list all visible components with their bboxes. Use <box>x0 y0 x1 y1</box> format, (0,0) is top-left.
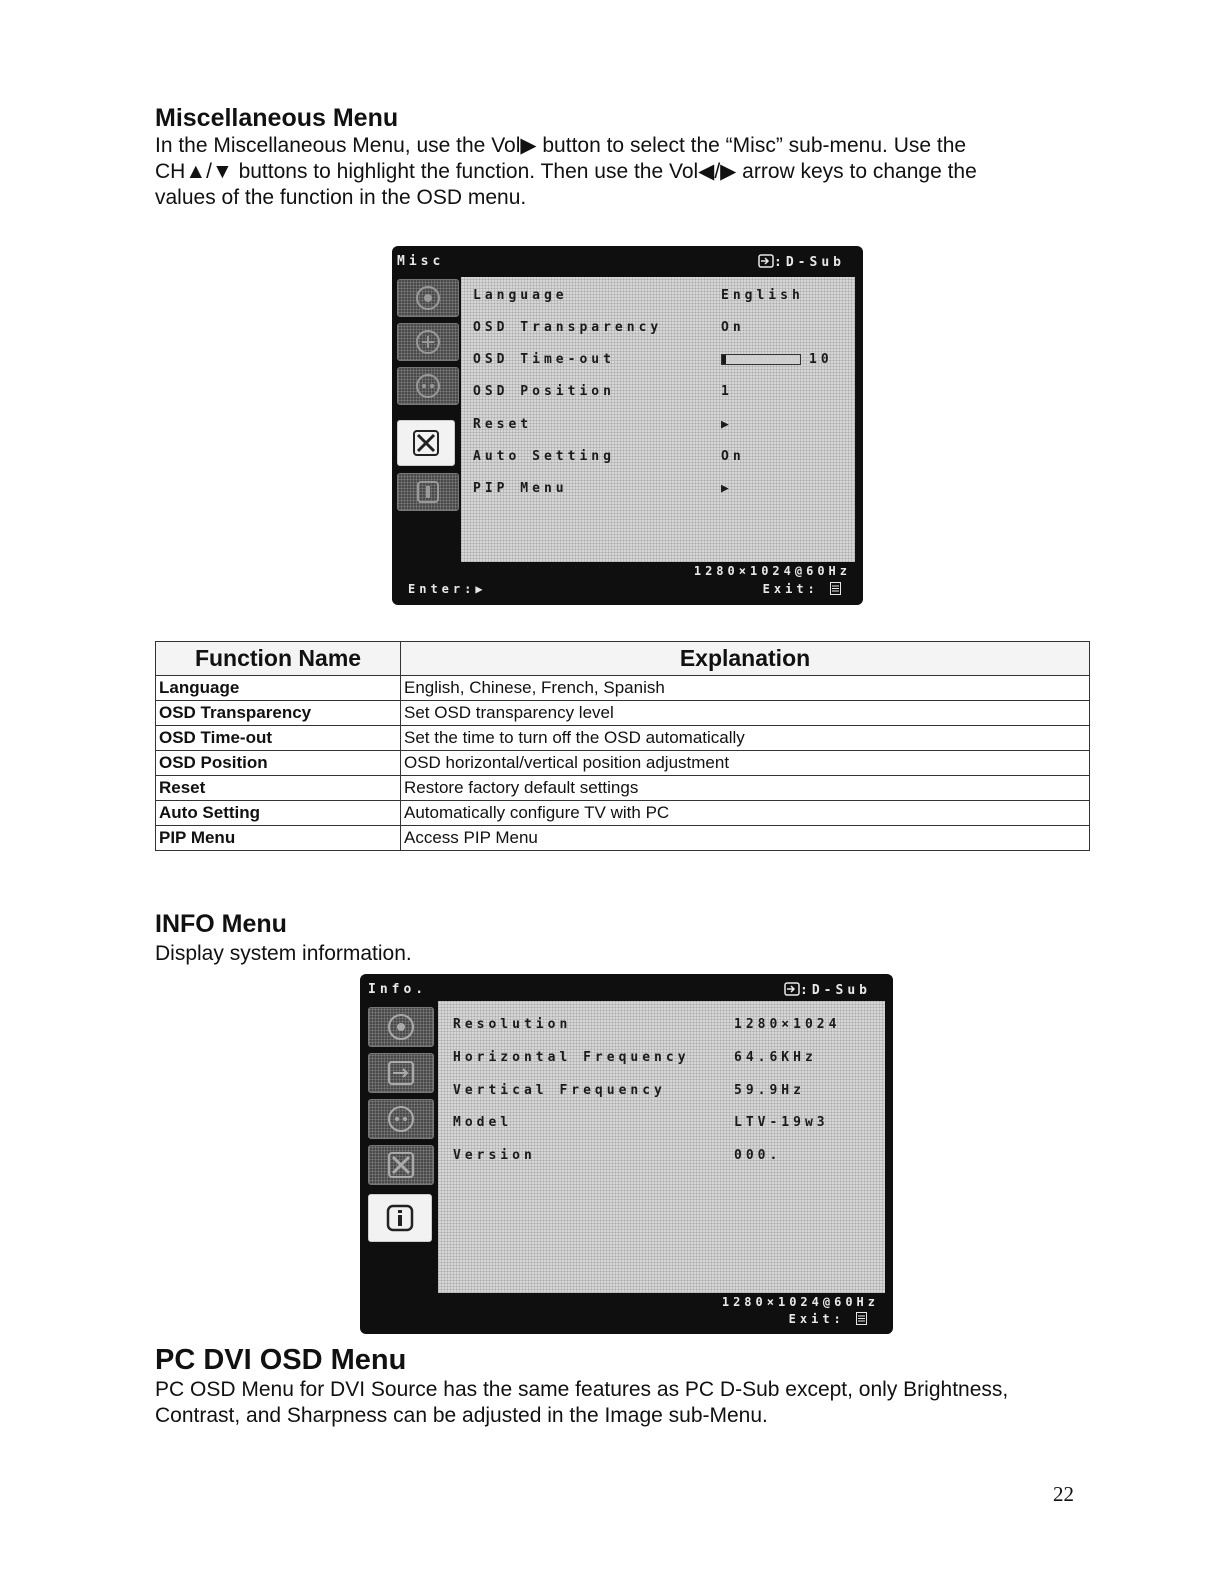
explanation-cell: English, Chinese, French, Spanish <box>401 676 1090 701</box>
input-source-icon <box>784 982 800 996</box>
osd-row-value: LTV-19w3 <box>734 1115 829 1130</box>
osd-row-value: 64.6KHz <box>734 1050 817 1065</box>
osd-resolution: 1280×1024@60Hz <box>693 564 851 578</box>
info-osd-panel <box>438 1001 885 1293</box>
table-row <box>156 676 1090 701</box>
info-menu-icon[interactable] <box>368 1194 432 1242</box>
osd-source-label: :D-Sub <box>800 983 871 998</box>
osd-exit-label: Exit: <box>788 1312 845 1326</box>
table-header-row <box>156 642 1090 676</box>
page-number: 22 <box>1053 1482 1074 1506</box>
osd-row-label[interactable]: PIP Menu <box>473 481 568 496</box>
osd-timeout-slider[interactable] <box>721 354 801 365</box>
image-menu-icon[interactable] <box>368 1053 434 1093</box>
osd-exit-label: Exit: <box>762 582 819 596</box>
table-row <box>156 701 1090 726</box>
dvi-intro-line: Contrast, and Sharpness can be adjusted in the Image sub-Menu. <box>155 1404 768 1427</box>
osd-title: Misc <box>397 254 445 269</box>
osd-title: Info. <box>368 982 428 997</box>
osd-row-value: 1 <box>721 384 733 399</box>
osd-row-label: Vertical Frequency <box>453 1083 666 1098</box>
function-table <box>155 641 1090 851</box>
table-row <box>156 726 1090 751</box>
function-name-cell: OSD Transparency <box>156 701 401 726</box>
osd-row-label[interactable]: OSD Position <box>473 384 615 399</box>
explanation-cell: Set the time to turn off the OSD automatically <box>401 726 1090 751</box>
function-name-header: Function Name <box>156 642 401 676</box>
function-name-cell: Language <box>156 676 401 701</box>
explanation-cell: OSD horizontal/vertical position adjustment <box>401 751 1090 776</box>
picture-menu-icon[interactable] <box>397 279 459 317</box>
image-menu-icon[interactable] <box>397 323 459 361</box>
misc-heading: Miscellaneous Menu <box>155 104 399 132</box>
osd-resolution: 1280×1024@60Hz <box>721 1295 879 1309</box>
audio-menu-icon[interactable] <box>397 367 459 405</box>
misc-menu-icon[interactable] <box>397 420 455 466</box>
info-intro: Display system information. <box>155 942 412 965</box>
misc-menu-icon[interactable] <box>368 1145 434 1185</box>
function-name-cell: OSD Time-out <box>156 726 401 751</box>
osd-enter-hint: Enter:▶ <box>408 582 487 596</box>
info-menu-icon[interactable] <box>397 473 459 511</box>
misc-intro-line: CH▲/▼ buttons to highlight the function. Then use the Vol◀/▶ arrow keys to change the <box>155 160 977 183</box>
menu-button-icon <box>830 582 841 595</box>
osd-row-value: ▶ <box>721 481 733 496</box>
osd-row-label[interactable]: Reset <box>473 417 533 432</box>
table-row <box>156 776 1090 801</box>
explanation-cell: Set OSD transparency level <box>401 701 1090 726</box>
audio-menu-icon[interactable] <box>368 1099 434 1139</box>
misc-intro-line: In the Miscellaneous Menu, use the Vol▶ button to select the “Misc” sub-menu. Use the <box>155 134 967 157</box>
osd-source <box>758 254 845 270</box>
info-osd-screen <box>360 974 893 1334</box>
explanation-cell: Restore factory default settings <box>401 776 1090 801</box>
osd-source <box>784 982 871 998</box>
function-name-cell: Reset <box>156 776 401 801</box>
osd-row-value: On <box>721 449 745 464</box>
menu-button-icon <box>856 1312 867 1325</box>
input-source-icon <box>758 254 774 268</box>
osd-row-label[interactable]: OSD Transparency <box>473 320 663 335</box>
osd-row-value: 59.9Hz <box>734 1083 805 1098</box>
dvi-intro-line: PC OSD Menu for DVI Source has the same features as PC D-Sub except, only Brightness, <box>155 1378 1009 1401</box>
table-row <box>156 801 1090 826</box>
osd-row-label: Horizontal Frequency <box>453 1050 690 1065</box>
osd-row-label: Version <box>453 1148 536 1163</box>
osd-row-value: 1280×1024 <box>734 1017 841 1032</box>
misc-intro-line: values of the function in the OSD menu. <box>155 186 527 209</box>
table-row <box>156 826 1090 851</box>
osd-row-label[interactable]: Language <box>473 288 568 303</box>
osd-row-value: 000. <box>734 1148 782 1163</box>
function-name-cell: PIP Menu <box>156 826 401 851</box>
osd-source-label: :D-Sub <box>774 255 845 270</box>
misc-osd-screen <box>392 246 863 605</box>
misc-osd-panel <box>461 277 855 562</box>
misc-intro <box>155 133 977 211</box>
function-name-cell: OSD Position <box>156 751 401 776</box>
osd-row-value: 10 <box>809 352 833 367</box>
osd-row-label[interactable]: OSD Time-out <box>473 352 615 367</box>
osd-exit-hint <box>789 1312 867 1326</box>
osd-row-label: Resolution <box>453 1017 572 1032</box>
info-heading: INFO Menu <box>155 910 287 938</box>
explanation-header: Explanation <box>401 642 1090 676</box>
explanation-cell: Access PIP Menu <box>401 826 1090 851</box>
dvi-intro <box>155 1377 1008 1429</box>
osd-row-label: Model <box>453 1115 513 1130</box>
function-name-cell: Auto Setting <box>156 801 401 826</box>
table-row <box>156 751 1090 776</box>
osd-row-label[interactable]: Auto Setting <box>473 449 615 464</box>
explanation-cell: Automatically configure TV with PC <box>401 801 1090 826</box>
osd-row-value: ▶ <box>721 417 733 432</box>
osd-exit-hint <box>763 582 841 596</box>
osd-row-value: On <box>721 320 745 335</box>
osd-row-value: English <box>721 288 804 303</box>
dvi-heading: PC DVI OSD Menu <box>155 1344 407 1376</box>
picture-menu-icon[interactable] <box>368 1007 434 1047</box>
